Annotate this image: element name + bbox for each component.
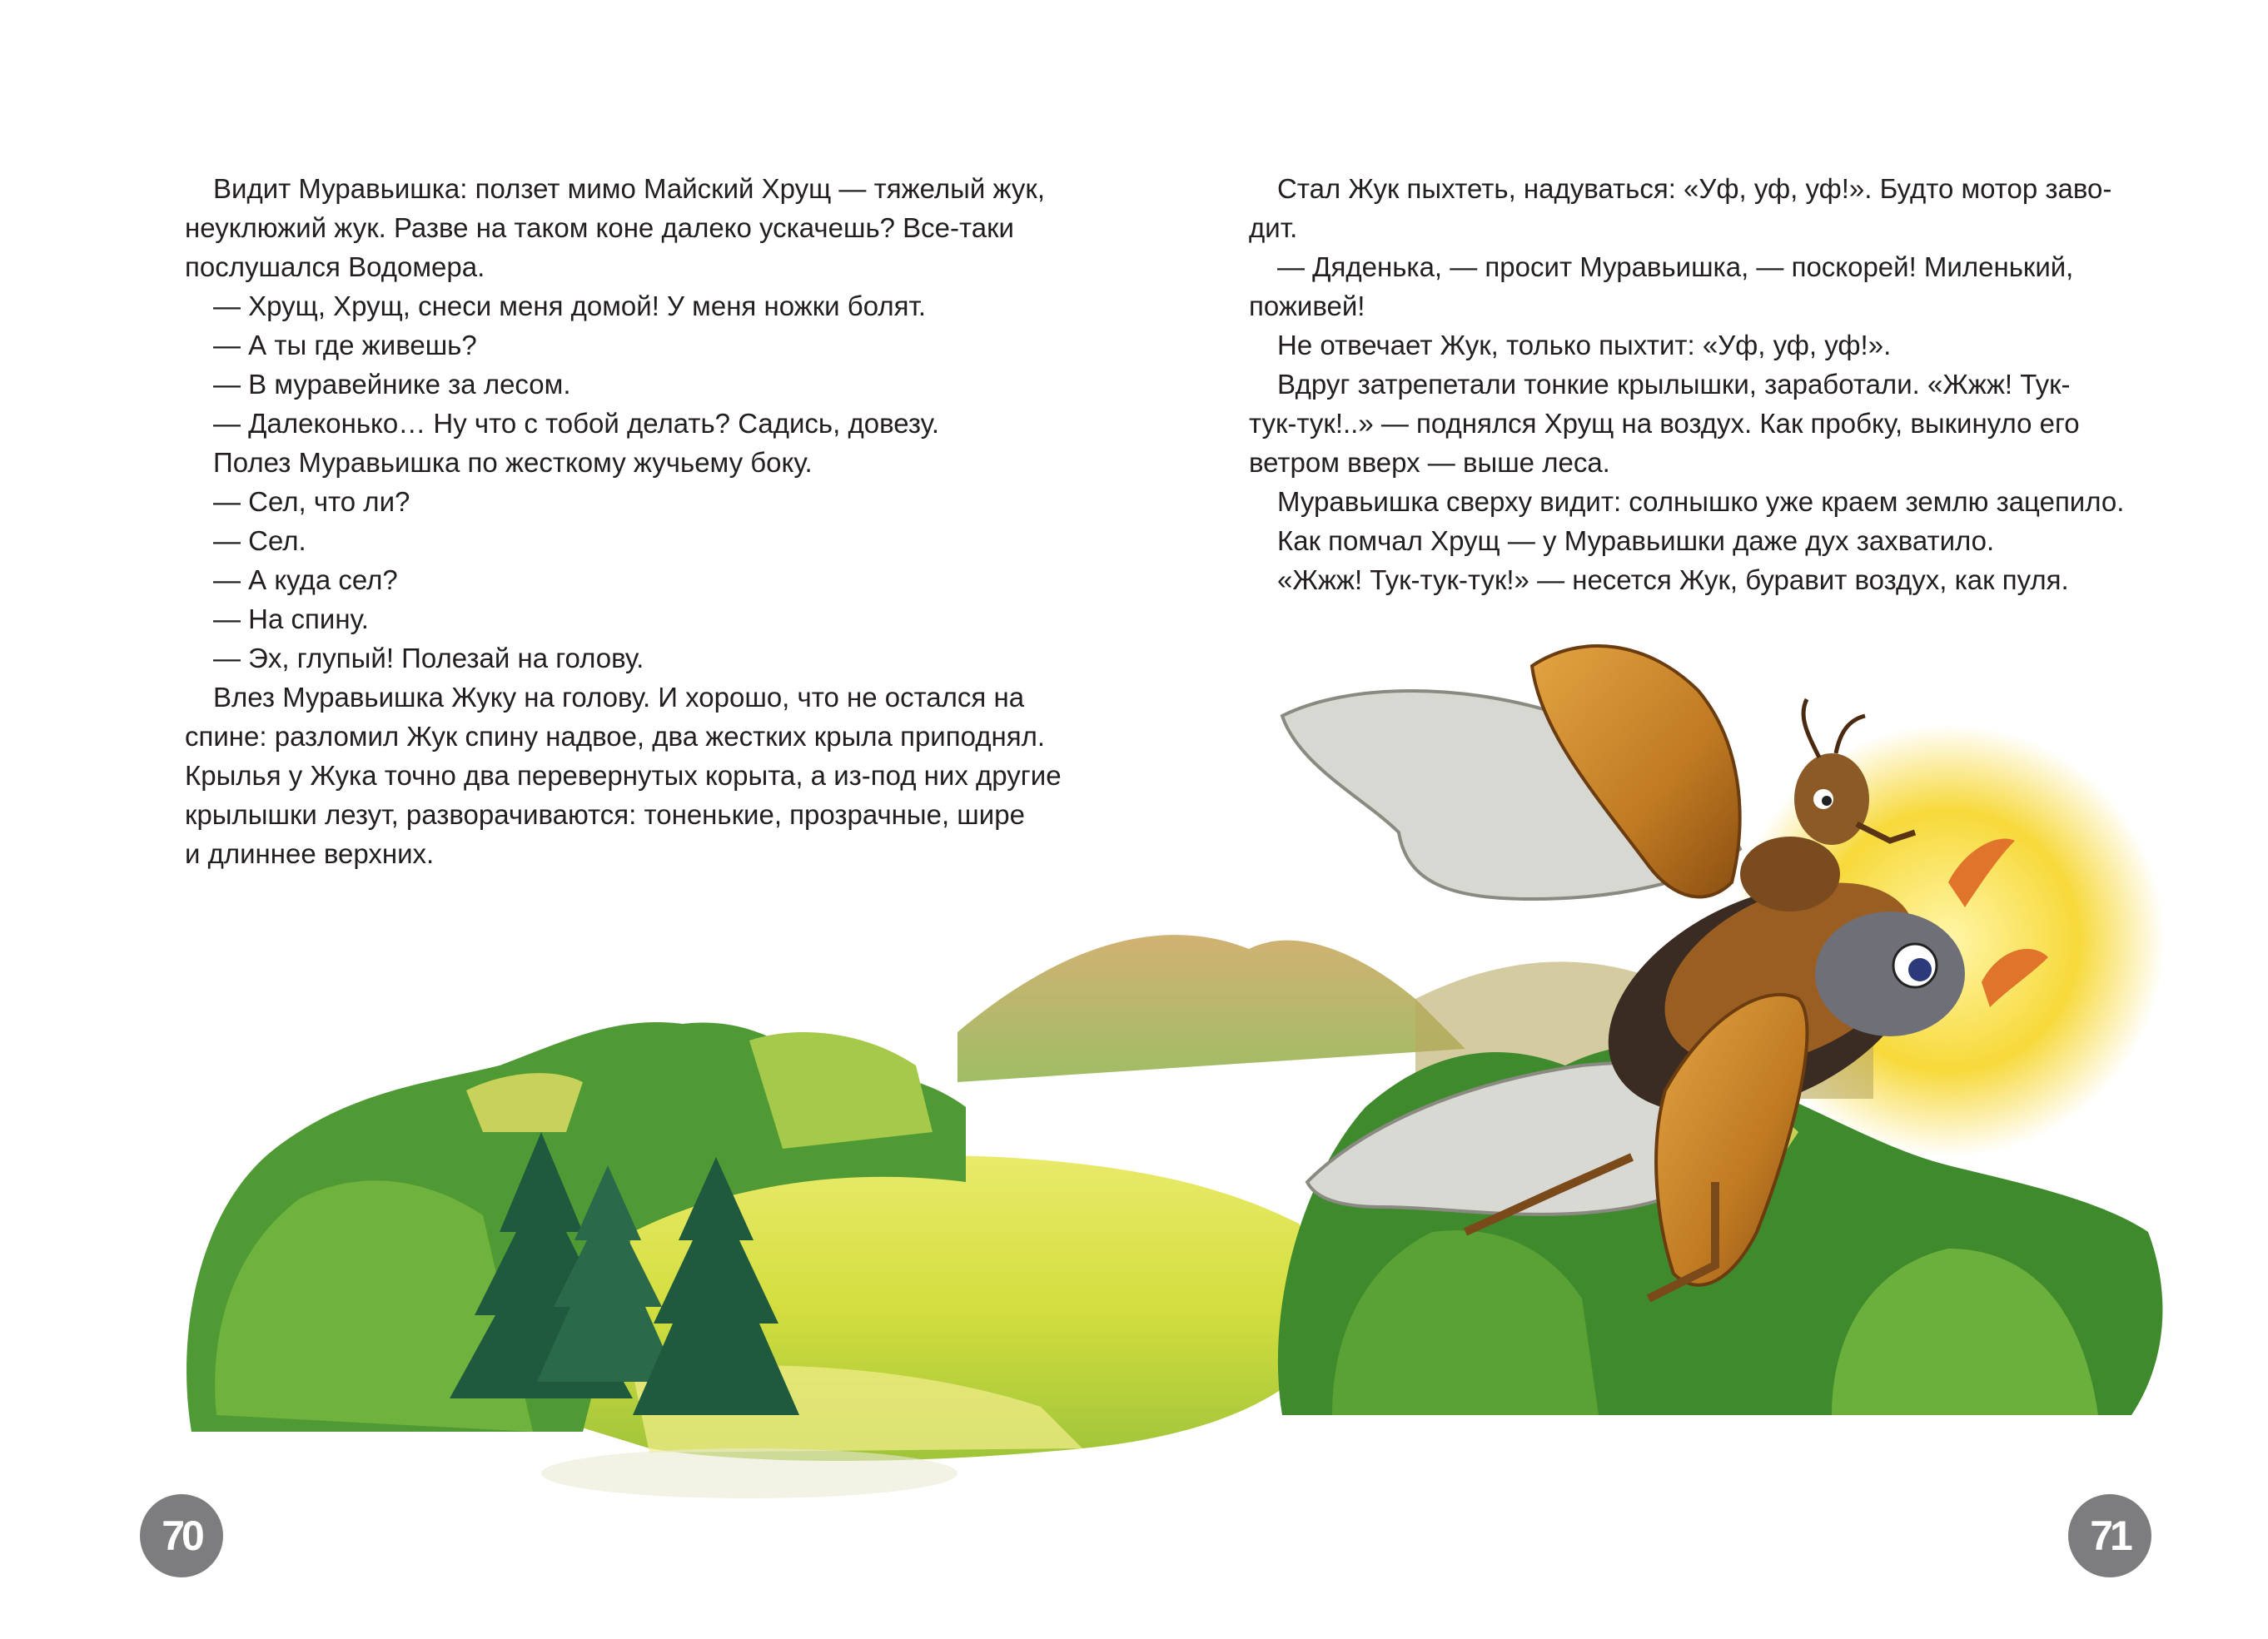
page-number: 70 [140,1494,223,1577]
paragraph: Влез Муравьишка Жуку на голову. И хорошо, что не остался на [213,682,1025,713]
paragraph: — Сел, что ли? [213,486,410,517]
paragraph: — А ты где живешь? [213,330,477,360]
paragraph: ветром вверх — выше леса. [1249,447,1610,478]
right-page [1134,0,2268,1639]
right-text-column [1249,169,2125,599]
paragraph: — В муравейнике за лесом. [213,369,571,400]
paragraph: — На спину. [213,603,369,634]
paragraph: — А куда сел? [213,564,398,595]
left-text-column [185,169,1062,873]
paragraph: — Эх, глупый! Полезай на голову. [213,643,644,673]
paragraph: Крылья у Жука точно два перевернутых корыта, а из-под них другие [185,760,1062,791]
paragraph: крылышки лезут, разворачиваются: тоненькие, прозрачные, шире [185,799,1025,830]
paragraph: Полез Муравьишка по жесткому жучьему боку. [213,447,813,478]
paragraph: «Жжж! Тук-тук-тук!» — несется Жук, буравит воздух, как пуля. [1277,564,2069,595]
paragraph: поживей! [1249,291,1365,321]
paragraph: тук-тук!..» — поднялся Хрущ на воздух. Как пробку, выкинуло его [1249,408,2080,439]
paragraph: послушался Водомера. [185,251,485,282]
paragraph: спине: разломил Жук спину надвое, два жестких крыла приподнял. [185,721,1046,752]
paragraph: — Дяденька, — просит Муравьишка, — поскорей! Миленький, [1277,251,2074,282]
paragraph: — Хрущ, Хрущ, снеси меня домой! У меня ножки болят. [213,291,927,321]
paragraph: Стал Жук пыхтеть, надуваться: «Уф, уф, уф!». Будто мотор заво- [1277,173,2112,204]
paragraph: Как помчал Хрущ — у Муравьишки даже дух захватило. [1277,525,1995,556]
page-number: 71 [2068,1494,2151,1577]
paragraph: — Сел. [213,525,306,556]
paragraph: Вдруг затрепетали тонкие крылышки, заработали. «Жжж! Тук- [1277,369,2071,400]
paragraph: Видит Муравьишка: ползет мимо Майский Хрущ — тяжелый жук, [213,173,1046,204]
paragraph: дит. [1249,212,1298,243]
paragraph: неуклюжий жук. Разве на таком коне далеко ускачешь? Все-таки [185,212,1014,243]
paragraph: — Далеконько… Ну что с тобой делать? Садись, довезу. [213,408,939,439]
paragraph: и длиннее верхних. [185,838,435,869]
paragraph: Не отвечает Жук, только пыхтит: «Уф, уф, уф!». [1277,330,1892,360]
paragraph: Муравьишка сверху видит: солнышко уже краем землю зацепило. [1277,486,2125,517]
